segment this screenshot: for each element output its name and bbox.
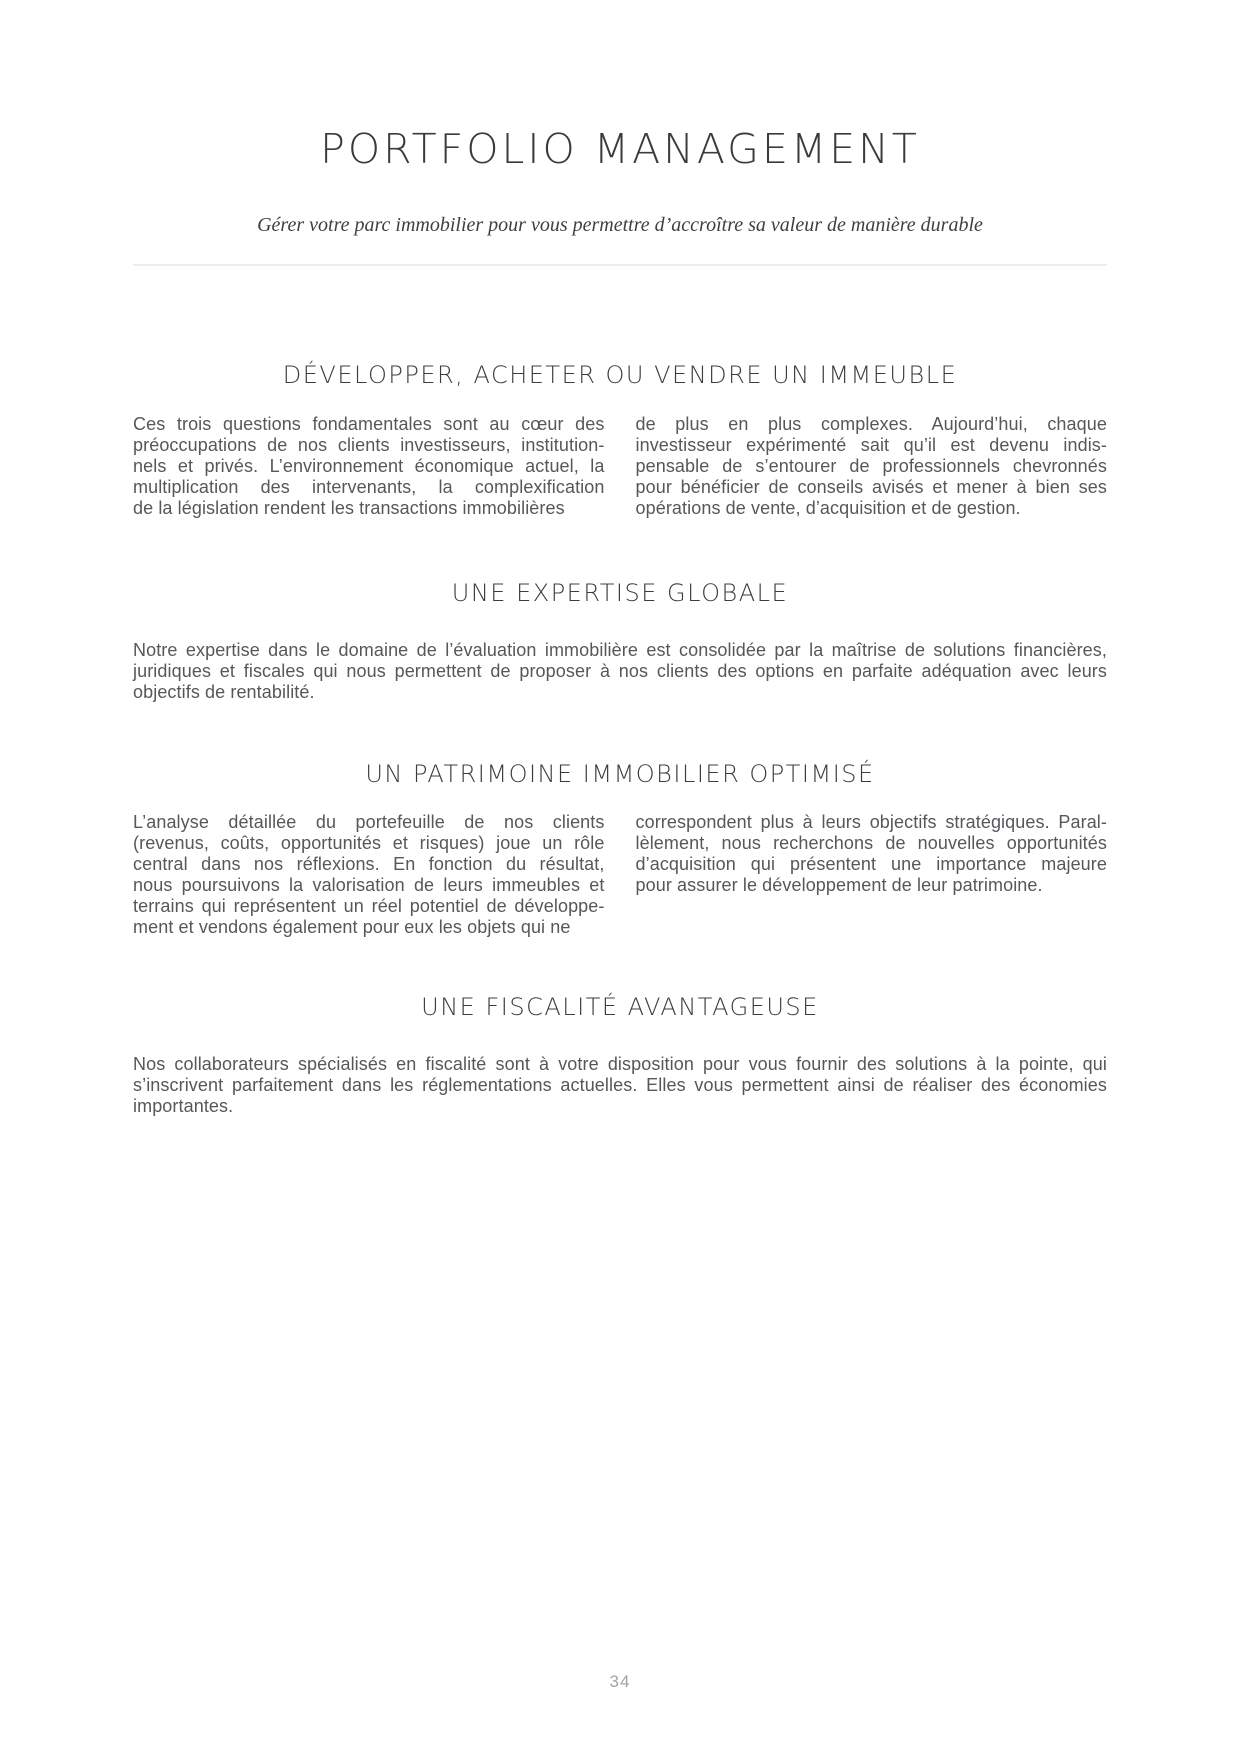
- text-line: de la législation rendent les transactions immobilières: [133, 497, 565, 518]
- section-heading-expertise-globale: UNE EXPERTISE GLOBALE: [451, 578, 789, 607]
- section-body-expertise-globale: [133, 640, 1107, 703]
- text-line: Ces trois questions fondamentales sont au cœur des: [133, 413, 605, 434]
- text-line: nous poursuivons la valorisation de leurs immeubles et: [133, 875, 605, 896]
- body-column-left: [133, 812, 605, 938]
- text-line: multiplication des intervenants, la complexification: [133, 476, 605, 497]
- text-line: pour bénéficier de conseils avisés et mener à bien ses: [635, 476, 1107, 497]
- body-column-right: [636, 812, 1108, 938]
- body-column-left: [133, 414, 605, 519]
- text-line: nels et privés. L’environnement économique actuel, la: [133, 455, 605, 476]
- section-body-patrimoine-optimise: [133, 812, 1107, 938]
- text-line: préoccupations de nos clients investisseurs, institution-: [133, 434, 605, 455]
- text-line: juridiques et fiscales qui nous permettent de proposer à nos clients des options en parfaite adéquation avec leurs: [133, 660, 1107, 681]
- text-line: pensable de s’entourer de professionnels chevronnés: [635, 455, 1107, 476]
- text-line: Notre expertise dans le domaine de l’évaluation immobilière est consolidée par la maîtrise de solutions financières,: [133, 639, 1107, 660]
- text-line: d’acquisition qui présentent une importance majeure: [635, 854, 1107, 875]
- text-line: ment et vendons également pour eux les objets qui ne: [133, 917, 571, 938]
- title-divider: [133, 264, 1107, 266]
- section-body-fiscalite-avantageuse: [133, 1054, 1107, 1117]
- text-line: de plus en plus complexes. Aujourd’hui, chaque: [635, 413, 1107, 434]
- text-line: investisseur expérimenté sait qu’il est devenu indis-: [635, 434, 1107, 455]
- text-line: importantes.: [133, 1096, 234, 1117]
- section-heading-developper-acheter-vendre: DÉVELOPPER, ACHETER OU VENDRE UN IMMEUBLE: [282, 361, 958, 390]
- section-heading-fiscalite-avantageuse: UNE FISCALITÉ AVANTAGEUSE: [421, 993, 819, 1022]
- text-line: lèlement, nous recherchons de nouvelles opportunités: [635, 833, 1107, 854]
- text-line: objectifs de rentabilité.: [133, 681, 315, 702]
- text-line: pour assurer le développement de leur patrimoine.: [635, 875, 1043, 896]
- text-line: correspondent plus à leurs objectifs stratégiques. Paral-: [635, 812, 1107, 833]
- section-body-developper-acheter-vendre: [133, 414, 1107, 519]
- section-heading-patrimoine-optimise: UN PATRIMOINE IMMOBILIER OPTIMISÉ: [365, 759, 875, 788]
- text-line: s’inscrivent parfaitement dans les réglementations actuelles. Elles vous permettent ainsi de réaliser des économies: [133, 1075, 1107, 1096]
- text-line: (revenus, coûts, opportunités et risques) joue un rôle: [133, 833, 605, 854]
- body-column-right: [636, 414, 1108, 519]
- page-number: 34: [609, 1672, 631, 1691]
- text-line: L’analyse détaillée du portefeuille de nos clients: [133, 812, 605, 833]
- page-title: PORTFOLIO MANAGEMENT: [320, 125, 920, 173]
- text-line: opérations de vente, d’acquisition et de gestion.: [635, 497, 1021, 518]
- page-subtitle: Gérer votre parc immobilier pour vous permettre d’accroître sa valeur de manière durable: [257, 214, 983, 237]
- text-line: central dans nos réflexions. En fonction du résultat,: [133, 854, 605, 875]
- text-line: terrains qui représentent un réel potentiel de développe-: [133, 896, 605, 917]
- text-line: Nos collaborateurs spécialisés en fiscalité sont à votre disposition pour vous fournir des solutions à la pointe, qui: [133, 1054, 1107, 1075]
